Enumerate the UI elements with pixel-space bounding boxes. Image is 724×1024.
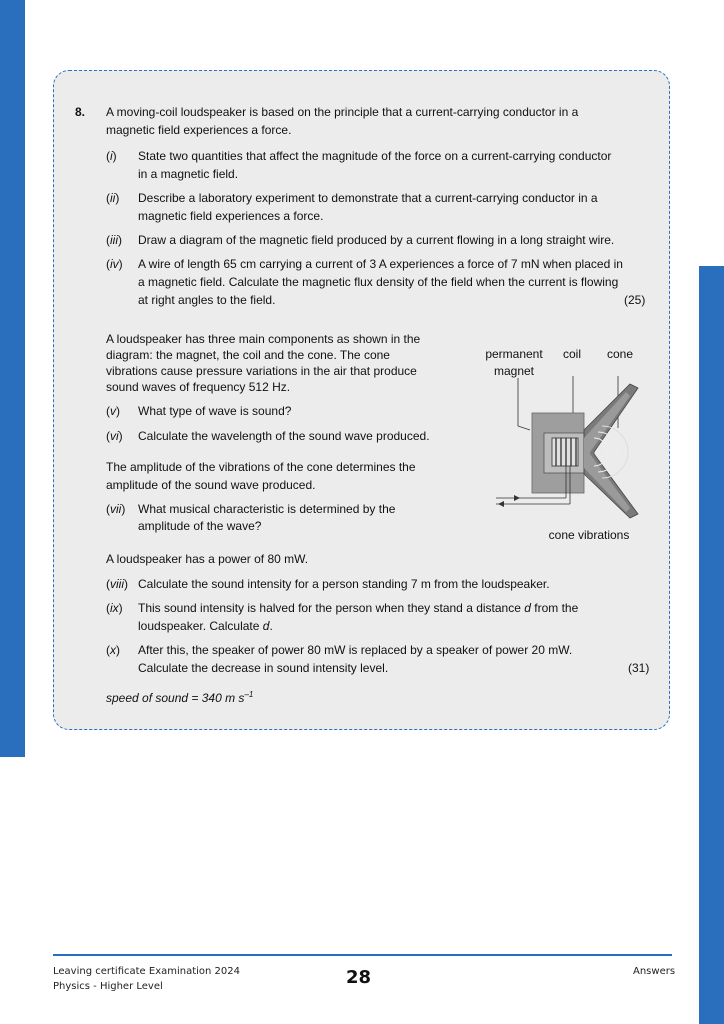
part-label-vii: (vii) — [106, 502, 126, 516]
speaker-text-1: A loudspeaker has three main components as shown in the — [106, 332, 421, 346]
part-v-line-1: What type of wave is sound? — [138, 404, 292, 418]
intro-line-1: A moving-coil loudspeaker is based on the principle that a current-carrying conductor in a — [106, 105, 579, 119]
footer-answers: Answers — [633, 966, 676, 977]
part-label-iv: (iv) — [106, 257, 123, 271]
part-viii-line-1: Calculate the sound intensity for a person standing 7 m from the loudspeaker. — [138, 577, 550, 591]
part-iv-line-1: A wire of length 65 cm carrying a current of 3 A experiences a force of 7 mN when placed in — [138, 257, 623, 271]
amplitude-text-1: The amplitude of the vibrations of the cone determines the — [106, 460, 416, 474]
part-x-line-2: Calculate the decrease in sound intensity level. — [138, 661, 389, 675]
part-ii-line-2: magnetic field experiences a force. — [138, 209, 324, 223]
left-accent-bar — [0, 0, 25, 757]
label-cone: cone — [606, 347, 634, 361]
footer-divider — [53, 954, 672, 956]
marks-31: (31) — [628, 661, 650, 675]
part-label-vi: (vi) — [106, 429, 123, 443]
magnet-leader-line — [518, 378, 530, 430]
part-i-line-2: in a magnetic field. — [138, 167, 239, 181]
part-i-line-1: State two quantities that affect the magnitude of the force on a current-carrying conductor — [138, 149, 612, 163]
label-magnet: magnet — [493, 364, 535, 378]
part-iii-line-1: Draw a diagram of the magnetic field produced by a current flowing in a long straight wire. — [138, 233, 615, 247]
question-number: 8. — [75, 105, 86, 119]
power-text: A loudspeaker has a power of 80 mW. — [106, 552, 309, 566]
speed-of-sound-note: speed of sound = 340 m $s^{-1}$ — [106, 690, 254, 705]
label-permanent: permanent — [485, 347, 543, 361]
speaker-text-2: diagram: the magnet, the coil and the cone. The cone — [106, 348, 390, 362]
page-number: 28 — [346, 967, 372, 988]
part-label-i: (i) — [106, 149, 117, 163]
part-iv-line-2: a magnetic field. Calculate the magnetic flux density of the field when the current is flowing — [138, 275, 619, 289]
part-vi-line-1: Calculate the wavelength of the sound wave produced. — [138, 429, 430, 443]
part-ix-line-1: This sound intensity is halved for the person when they stand a distance d from the — [138, 601, 579, 615]
part-label-v: (v) — [106, 404, 120, 418]
part-ii-line-1: Describe a laboratory experiment to demonstrate that a current-carrying conductor in a — [138, 191, 598, 205]
label-cone-vibrations: cone vibrations — [548, 528, 630, 542]
part-label-ix: (ix) — [106, 601, 123, 615]
part-label-x: (x) — [106, 643, 120, 657]
part-ix-line-2: loudspeaker. Calculate d. — [138, 619, 273, 633]
label-coil: coil — [562, 347, 581, 361]
part-x-line-1: After this, the speaker of power 80 mW is replaced by a speaker of power 20 mW. — [138, 643, 573, 657]
part-label-viii: (viii) — [106, 577, 128, 591]
right-accent-bar — [699, 266, 724, 1024]
speaker-text-3: vibrations cause pressure variations in the air that produce — [106, 364, 417, 378]
footer-subject: Physics - Higher Level — [53, 981, 163, 992]
loudspeaker-diagram — [490, 368, 650, 528]
part-iv-line-3: at right angles to the field. — [138, 293, 276, 307]
part-label-ii: (ii) — [106, 191, 120, 205]
intro-line-2: magnetic field experiences a force. — [106, 123, 292, 137]
marks-25: (25) — [624, 293, 646, 307]
speaker-text-4: sound waves of frequency 512 Hz. — [106, 380, 291, 394]
footer-exam-title: Leaving certificate Examination 2024 — [53, 966, 241, 977]
amplitude-text-2: amplitude of the sound wave produced. — [106, 478, 316, 492]
part-vii-line-1: What musical characteristic is determined by the — [138, 502, 396, 516]
part-label-iii: (iii) — [106, 233, 122, 247]
part-vii-line-2: amplitude of the wave? — [138, 519, 262, 533]
cone — [584, 384, 638, 518]
